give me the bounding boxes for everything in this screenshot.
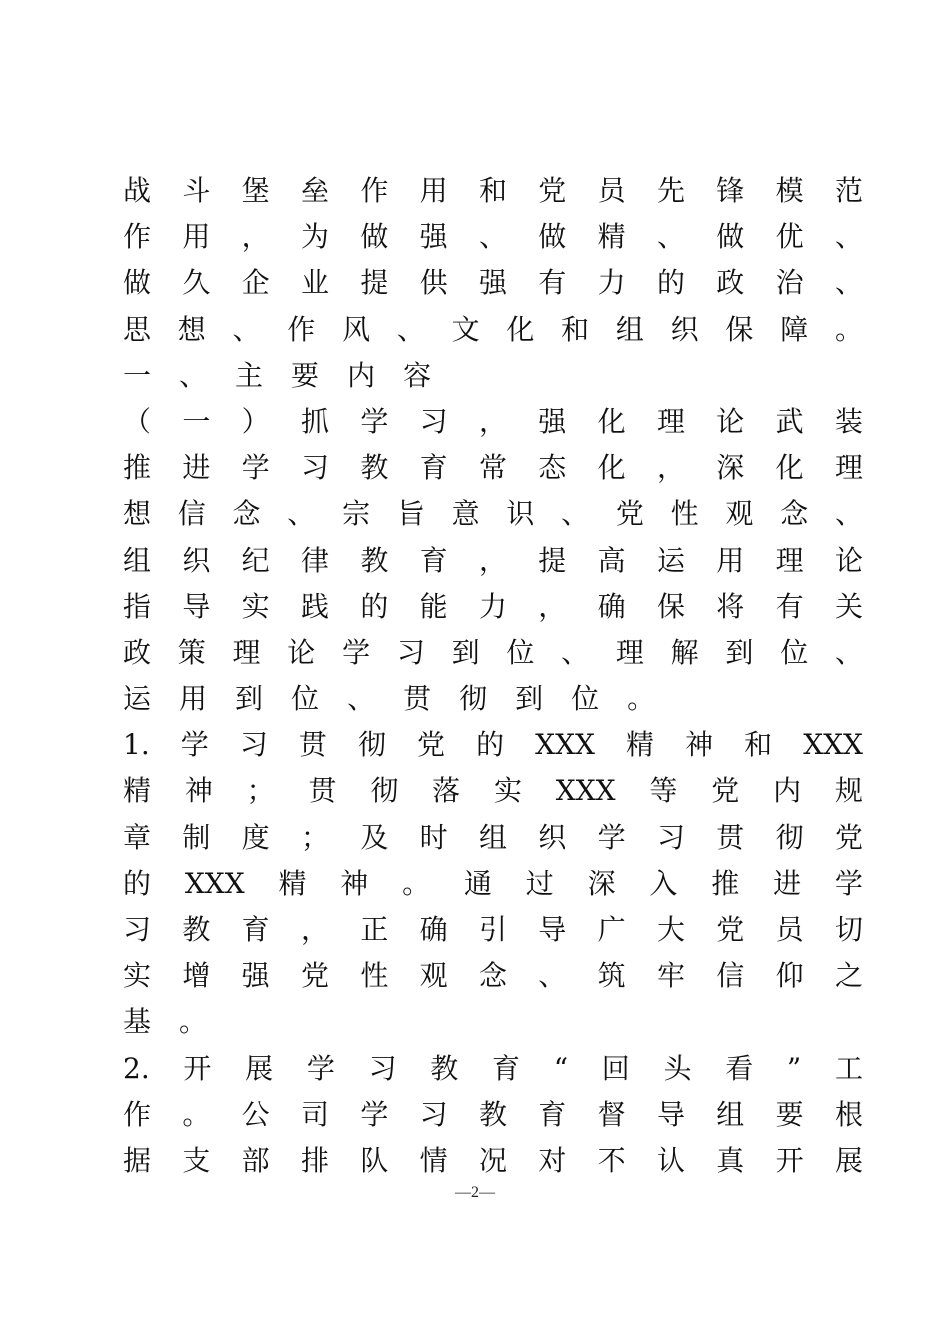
- text-line: 习 教 育 ， 正 确 引 导 广 大 党 员 切: [123, 913, 863, 946]
- text-line: 章 制 度 ； 及 时 组 织 学 习 贯 彻 党: [123, 820, 863, 854]
- text-line: 精 神 ； 贯 彻 落 实 XXX 等 党 内 规: [123, 774, 863, 808]
- text-line: 基 。: [123, 1005, 208, 1039]
- text-line: 2. 开 展 学 习 教 育 “ 回 头 看 ” 工: [123, 1051, 863, 1085]
- text-line: 一 、 主 要 内 容: [123, 358, 432, 392]
- text-line: 思 想 、 作 风 、 文 化 和 组 织 保 障 。: [123, 312, 863, 346]
- text-line: 政 策 理 论 学 习 到 位 、 理 解 到 位 、: [123, 635, 863, 669]
- text-line: 做 久 企 业 提 供 强 有 力 的 政 治 、: [123, 266, 863, 300]
- text-line: 想 信 念 、 宗 旨 意 识 、 党 性 观 念 、: [123, 497, 863, 531]
- body-text: [123, 168, 863, 1184]
- text-line: 1. 学 习 贯 彻 党 的 XXX 精 神 和 XXX: [123, 728, 863, 762]
- text-line: 作 用 ， 为 做 强 、 做 精 、 做 优 、: [123, 220, 863, 254]
- text-line: 的 XXX 精 神 。 通 过 深 入 推 进 学: [123, 866, 863, 900]
- text-line: 实 增 强 党 性 观 念 、 筑 牢 信 仰 之: [123, 959, 863, 993]
- text-line: 战 斗 堡 垒 作 用 和 党 员 先 锋 模 范: [123, 174, 863, 207]
- text-line: 据 支 部 排 队 情 况 对 不 认 真 开 展: [123, 1143, 863, 1177]
- page-number: —2—: [455, 1184, 495, 1201]
- text-line: 推 进 学 习 教 育 常 态 化 ， 深 化 理: [123, 451, 863, 485]
- text-line: 组 织 纪 律 教 育 ， 提 高 运 用 理 论: [123, 543, 863, 577]
- text-line: 指 导 实 践 的 能 力 ， 确 保 将 有 关: [123, 589, 863, 623]
- text-line: （ 一 ） 抓 学 习 ， 强 化 理 论 武 装: [123, 404, 863, 438]
- text-line: 运 用 到 位 、 贯 彻 到 位 。: [123, 682, 656, 716]
- text-line: 作 。 公 司 学 习 教 育 督 导 组 要 根: [123, 1097, 863, 1131]
